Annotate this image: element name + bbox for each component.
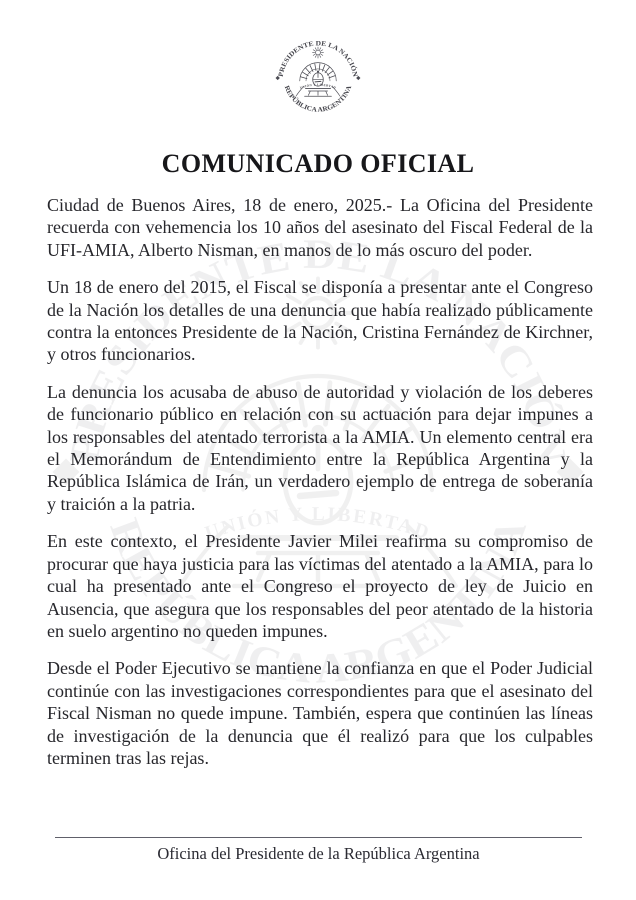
body-paragraph: Ciudad de Buenos Aires, 18 de enero, 2025.- La Oficina del Presidente recuerda con vehemencia los 10 años del asesinato del Fiscal Federal de la UFI-AMIA, Alberto Nisman, en manos de lo más oscuro del poder. bbox=[47, 195, 593, 260]
footer-signature: Oficina del Presidente de la República Argentina bbox=[157, 844, 480, 863]
body-paragraph: Un 18 de enero del 2015, el Fiscal se disponía a presentar ante el Congreso de la Nación los detalles de una denuncia que había realizado públicamente contra la entonces Presidente de la Nación, Cristina Fernández de Kirchner, y otros funcionarios. bbox=[47, 277, 593, 365]
body-paragraph: En este contexto, el Presidente Javier Milei reafirma su compromiso de procurar que haya justicia para las víctimas del atentado a la AMIA, para lo cual ha presentado ante el Congreso el proyecto de ley de Juicio en Ausencia, que asegura que los responsables del peor atentado de la historia en suelo argentino no queden impunes. bbox=[47, 531, 593, 641]
communique-body bbox=[47, 194, 593, 769]
page-title: COMUNICADO OFICIAL bbox=[161, 149, 475, 178]
body-paragraph: La denuncia los acusaba de abuso de autoridad y violación de los deberes de funcionario público en relación con su actuación para dejar impunes a los responsables del atentado terrorista a la AMIA. Un elemento central era el Memorándum de Entendimiento entre la República Argentina y la República Islámica de Irán, un verdadero ejemplo de entrega de soberanía y traición a la patria. bbox=[47, 381, 593, 514]
footer bbox=[55, 837, 582, 864]
body-paragraph: Desde el Poder Ejecutivo se mantiene la confianza en que el Poder Judicial continúe con las investigaciones correspondientes para que el asesinato del Fiscal Nisman no quede impune. También, espera que continúen las líneas de investigación de la denuncia que él realizó para que los culpables terminen tras las rejas. bbox=[47, 658, 593, 768]
document-content bbox=[0, 30, 636, 769]
presidential-seal-logo bbox=[270, 30, 366, 126]
